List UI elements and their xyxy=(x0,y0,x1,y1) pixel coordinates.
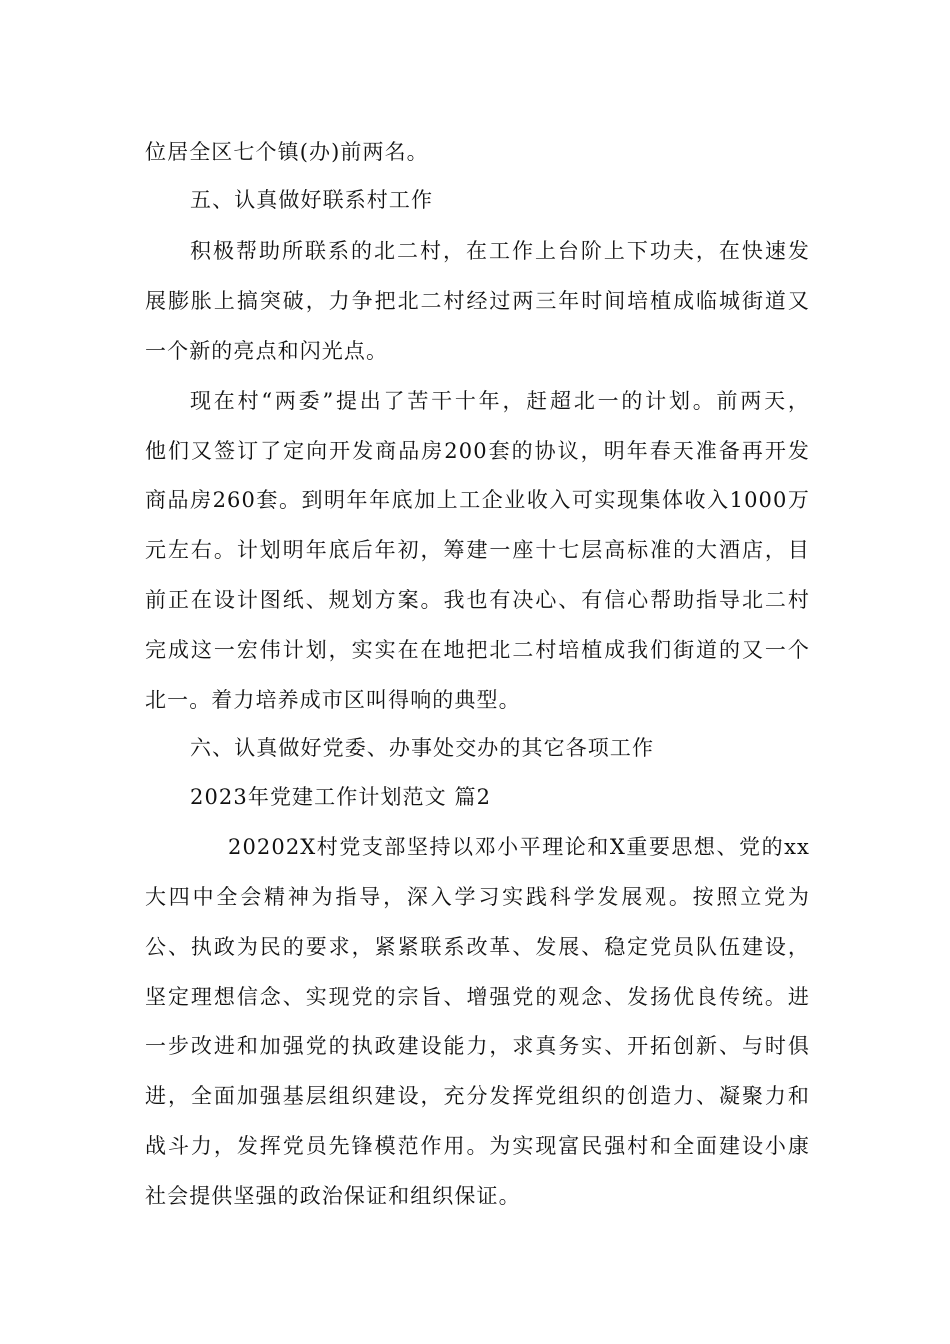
paragraph-line: 积极帮助所联系的北二村，在工作上台阶上下功夫，在快速发 xyxy=(190,239,810,263)
paragraph-line: 位居全区七个镇(办)前两名。 xyxy=(145,140,429,164)
paragraph-line: 他们又签订了定向开发商品房200套的协议，明年春天准备再开发 xyxy=(145,439,810,463)
paragraph-line: 完成这一宏伟计划，实实在在地把北二村培植成我们街道的又一个 xyxy=(145,638,810,662)
paragraph-line: 社会提供坚强的政治保证和组织保证。 xyxy=(145,1184,521,1208)
paragraph-line: 战斗力，发挥党员先锋模范作用。为实现富民强村和全面建设小康 xyxy=(145,1134,810,1158)
paragraph-line: 坚定理想信念、实现党的宗旨、增强党的观念、发扬优良传统。进 xyxy=(145,985,810,1009)
paragraph-line: 元左右。计划明年底后年初，筹建一座十七层高标准的大酒店，目 xyxy=(145,538,810,562)
paragraph-line: 大四中全会精神为指导，深入学习实践科学发展观。按照立党为 xyxy=(145,885,810,909)
paragraph-line: 20202X村党支部坚持以邓小平理论和X重要思想、党的xx xyxy=(228,835,810,859)
article-title: 2023年党建工作计划范文 篇2 xyxy=(190,785,492,809)
paragraph-line: 一个新的亮点和闪光点。 xyxy=(145,339,389,363)
paragraph-line: 商品房260套。到明年年底加上工企业收入可实现集体收入1000万 xyxy=(145,488,810,512)
paragraph-line: 现在村“两委”提出了苦干十年，赶超北一的计划。前两天， xyxy=(190,389,810,413)
paragraph-line: 进，全面加强基层组织建设，充分发挥党组织的创造力、凝聚力和 xyxy=(145,1084,810,1108)
section-heading: 五、认真做好联系村工作 xyxy=(190,188,434,212)
paragraph-line: 前正在设计图纸、规划方案。我也有决心、有信心帮助指导北二村 xyxy=(145,588,810,612)
paragraph-line: 北一。着力培养成市区叫得响的典型。 xyxy=(145,688,521,712)
section-heading: 六、认真做好党委、办事处交办的其它各项工作 xyxy=(190,736,655,760)
paragraph-line: 展膨胀上搞突破，力争把北二村经过两三年时间培植成临城街道又 xyxy=(145,289,810,313)
paragraph-line: 一步改进和加强党的执政建设能力，求真务实、开拓创新、与时俱 xyxy=(145,1034,810,1058)
paragraph-line: 公、执政为民的要求，紧紧联系改革、发展、稳定党员队伍建设， xyxy=(145,935,810,959)
